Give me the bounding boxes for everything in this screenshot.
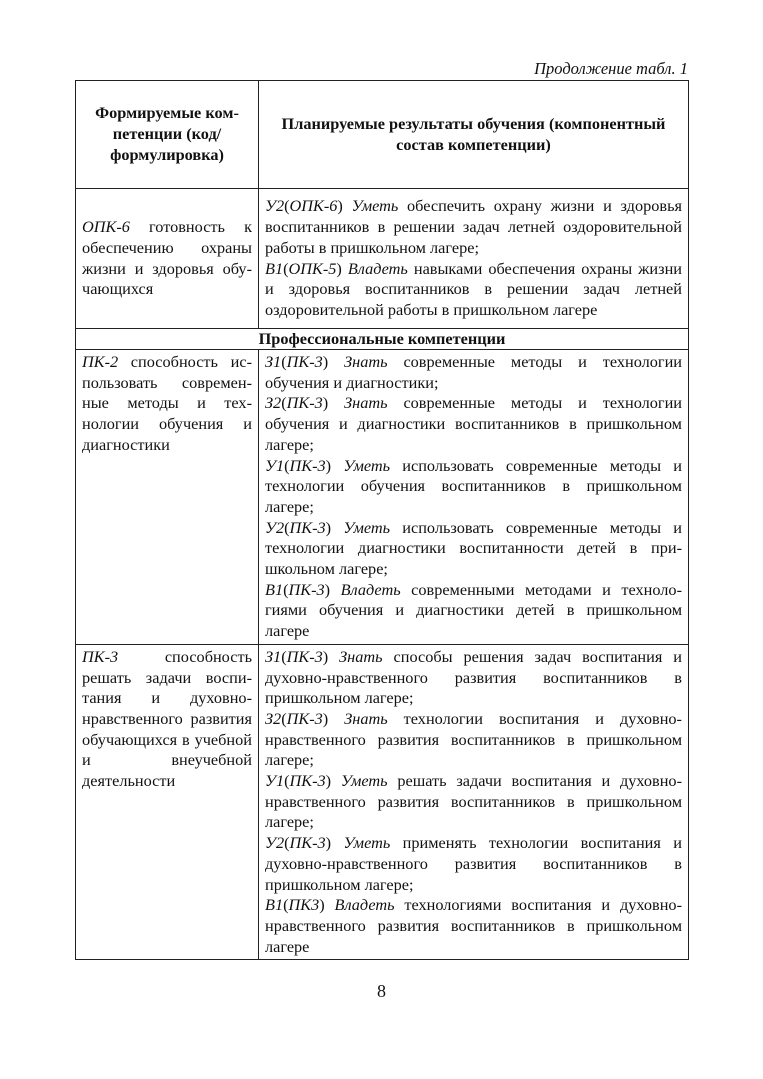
result-ref: ПК-3 [286,646,323,666]
result-ref: ПК-3 [286,708,323,728]
competence-cell [76,189,259,329]
result-text: использовать современные методы и технологии обучения воспитанников в пришкольном лагере; [265,455,682,516]
result-verb: Знать [339,646,383,666]
result-item: У1(ПК-3) Уметь использовать современные методы и технологии обучения воспитанников в пришкольном лагере; [265,455,682,516]
result-code: В1 [265,579,284,599]
competence-cell [76,644,259,960]
result-text: технологиями воспитания и духовно-нравственного развития воспитанников в пришкольном лагере [265,895,682,956]
result-item: У2(ОПК-6) Уметь обеспечить охрану жизни и здоровья воспитанников в решении задач летней оздоровительной работы в пришкольном лагере; [265,196,682,257]
result-verb: Владеть [347,258,408,278]
result-ref: ОПК-5 [288,258,337,278]
result-ref: ПК-3 [289,517,326,537]
section-title: Профессиональные компетенции [76,329,689,350]
result-verb: Уметь [340,771,388,791]
result-text: применять технологии воспитания и духовно-нравственного развития воспитанников в пришкольном лагере; [265,833,683,894]
section-row [76,329,689,350]
result-verb: Знать [344,393,388,413]
competence-cell [76,350,259,645]
result-code: З2 [265,708,282,728]
result-verb: Уметь [351,196,399,216]
result-ref: ПК-3 [289,455,326,475]
table-row [76,644,689,960]
result-ref: ОПК-6 [289,196,338,216]
competence-table [75,80,689,960]
result-text: обеспечить охрану жизни и здоровья воспитанников в решении задач летней оздоровительной работы в пришкольном лагере; [265,196,682,257]
result-text: использовать современные методы и технологии диагностики воспитанности детей в пришкольном лагере; [265,517,682,579]
result-text: навыками обеспечения охраны жизни и здоровья воспитанников в решении задач летней оздоровительной работы в пришкольном лагере [265,258,682,319]
page-number: 8 [377,981,386,1001]
result-ref: ПК3 [288,895,320,915]
result-item: З2(ПК-3) Знать технологии воспитания и духовно-нравственного развития воспитанников в пришкольном лагере; [265,708,682,770]
table-row [76,189,689,329]
result-text: современные методы и технологии обучения и диагностики воспитанников в пришкольном лагере; [265,393,682,454]
table-header-row [76,81,689,189]
result-item: У1(ПК-3) Уметь решать задачи воспитания и духовно-нравственного развития воспитанников в пришкольном лагере; [265,771,682,832]
result-text: способы решения задач воспитания и духовно-нравственного развития воспитанников в пришкольном лагере; [265,646,682,708]
result-verb: Владеть [334,895,395,915]
result-item: З2(ПК-3) Знать современные методы и технологии обучения и диагностики воспитанников в пришкольном лагере; [265,393,682,454]
result-code: У2 [265,196,285,216]
result-item: В1(ПК3) Владеть технологиями воспитания и духовно-нравственного развития воспитанников в пришкольном лагере [265,895,682,956]
result-code: В1 [265,895,284,915]
table-continuation-label: Продолжение табл. 1 [534,59,688,78]
competence-text: способность решать задачи воспитания и духовно-нравственного развития обучающихся в учебной и внеучебной деятельности [82,646,252,791]
results-cell [259,189,689,329]
results-cell [259,350,689,645]
result-ref: ПК-3 [289,833,326,853]
competence-text: способность использовать современные методы и технологии обучения и диагностики [82,352,252,454]
result-code: З1 [265,352,282,371]
competence-code: ПК-2 [82,352,119,371]
result-item: З1(ПК-3) Знать современные методы и технологии обучения и диагностики; [265,352,682,392]
result-code: З1 [265,646,282,666]
results-cell [259,644,689,960]
result-code: З2 [265,393,282,413]
header-competences: Формируемые компетенции (код/формулировка) [76,81,259,189]
result-ref: ПК-3 [289,771,326,791]
header-results: Планируемые результаты обучения (компонентный состав компетенции) [259,81,689,189]
result-verb: Уметь [343,833,391,853]
result-code: В1 [265,258,284,278]
result-code: У1 [265,771,285,791]
result-ref: ПК-3 [288,579,325,599]
result-code: У2 [265,833,285,853]
result-item: У2(ПК-3) Уметь применять технологии воспитания и духовно-нравственного развития воспитанников в пришкольном лагере; [265,833,683,894]
result-verb: Знать [344,708,388,728]
result-text: современными методами и технологиями обучения и диагностики детей в пришкольном лагере [265,579,682,641]
result-ref: ПК-3 [286,352,323,371]
result-verb: Уметь [343,455,391,475]
result-item: У2(ПК-3) Уметь использовать современные методы и технологии диагностики воспитанности детей в пришкольном лагере; [265,517,682,579]
result-code: У2 [265,517,285,537]
result-verb: Уметь [343,517,391,537]
competence-code: ОПК-6 [82,217,130,237]
result-text: современные методы и технологии обучения и диагностики; [265,352,682,392]
result-item: В1(ОПК-5) Владеть навыками обеспечения охраны жизни и здоровья воспитанников в решении задач летней оздоровительной работы в пришкольном лагере [265,258,682,319]
result-code: У1 [265,455,285,475]
table-row [76,350,689,645]
competence-text: готовность к обеспечению охраны жизни и здоровья обучающихся [82,217,252,299]
result-item: В1(ПК-3) Владеть современными методами и технологиями обучения и диагностики детей в пришкольном лагере [265,579,682,641]
result-verb: Знать [344,352,388,371]
result-text: технологии воспитания и духовно-нравственного развития воспитанников в пришкольном лагере; [265,708,682,770]
competence-code: ПК-3 [82,646,119,666]
result-verb: Владеть [340,579,401,599]
result-item: З1(ПК-3) Знать способы решения задач воспитания и духовно-нравственного развития воспитанников в пришкольном лагере; [265,646,682,708]
result-ref: ПК-3 [286,393,323,413]
result-text: решать задачи воспитания и духовно-нравственного развития воспитанников в пришкольном лагере; [265,771,682,832]
